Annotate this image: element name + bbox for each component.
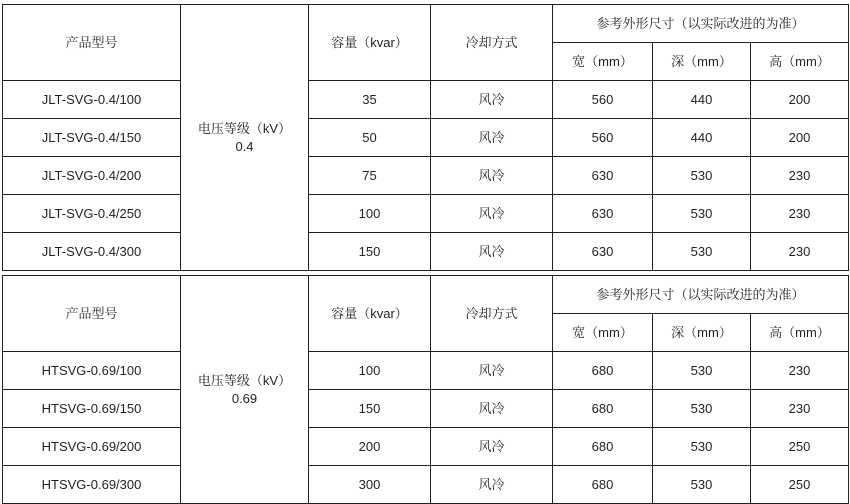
header-capacity: 容量（kvar）: [309, 5, 431, 81]
table-row: [3, 195, 849, 233]
cell-width: 630: [553, 195, 653, 233]
table-row: [3, 81, 849, 119]
voltage-level-value: 0.69: [231, 390, 258, 406]
voltage-level-label: 电压等级（kV）: [197, 372, 292, 388]
cell-capacity: 100: [309, 352, 431, 390]
cell-cooling: 风冷: [431, 195, 553, 233]
cell-width: 680: [553, 466, 653, 504]
table-header-row: [3, 276, 849, 314]
cell-capacity: 150: [309, 390, 431, 428]
header-cooling: 冷却方式: [431, 5, 553, 81]
spec-sheet: [0, 4, 850, 492]
cell-cooling: 风冷: [431, 466, 553, 504]
table-row: [3, 157, 849, 195]
voltage-level-value: 0.4: [235, 138, 254, 154]
cell-model: JLT-SVG-0.4/250: [3, 195, 181, 233]
cell-width: 560: [553, 119, 653, 157]
cell-model: JLT-SVG-0.4/100: [3, 81, 181, 119]
cell-depth: 530: [653, 390, 751, 428]
header-height: 高（mm）: [751, 314, 849, 352]
header-capacity: 容量（kvar）: [309, 276, 431, 352]
table-header-row: [3, 5, 849, 43]
cell-capacity: 35: [309, 81, 431, 119]
cell-model: HTSVG-0.69/300: [3, 466, 181, 504]
header-depth: 深（mm）: [653, 314, 751, 352]
voltage-level-label: 电压等级（kV）: [197, 120, 292, 136]
table-row: [3, 233, 849, 271]
voltage-level-cell: [181, 276, 309, 504]
header-dimensions: 参考外形尺寸（以实际改进的为准）: [553, 276, 849, 314]
header-model: 产品型号: [3, 276, 181, 352]
cell-height: 230: [751, 352, 849, 390]
cell-cooling: 风冷: [431, 119, 553, 157]
cell-cooling: 风冷: [431, 352, 553, 390]
cell-cooling: 风冷: [431, 390, 553, 428]
header-model: 产品型号: [3, 5, 181, 81]
cell-width: 680: [553, 428, 653, 466]
cell-depth: 440: [653, 81, 751, 119]
cell-capacity: 300: [309, 466, 431, 504]
cell-depth: 530: [653, 352, 751, 390]
cell-width: 680: [553, 352, 653, 390]
cell-depth: 530: [653, 157, 751, 195]
cell-height: 230: [751, 195, 849, 233]
header-width: 宽（mm）: [553, 43, 653, 81]
cell-width: 680: [553, 390, 653, 428]
cell-capacity: 100: [309, 195, 431, 233]
cell-model: HTSVG-0.69/100: [3, 352, 181, 390]
cell-width: 560: [553, 81, 653, 119]
cell-depth: 530: [653, 466, 751, 504]
cell-capacity: 50: [309, 119, 431, 157]
cell-cooling: 风冷: [431, 233, 553, 271]
cell-width: 630: [553, 233, 653, 271]
cell-model: JLT-SVG-0.4/300: [3, 233, 181, 271]
header-height: 高（mm）: [751, 43, 849, 81]
cell-depth: 440: [653, 119, 751, 157]
cell-height: 230: [751, 233, 849, 271]
cell-cooling: 风冷: [431, 428, 553, 466]
cell-height: 230: [751, 390, 849, 428]
cell-height: 250: [751, 428, 849, 466]
spec-table-jlt-svg: [2, 4, 849, 271]
cell-model: JLT-SVG-0.4/150: [3, 119, 181, 157]
cell-cooling: 风冷: [431, 81, 553, 119]
cell-model: HTSVG-0.69/150: [3, 390, 181, 428]
cell-model: JLT-SVG-0.4/200: [3, 157, 181, 195]
cell-height: 230: [751, 157, 849, 195]
cell-height: 250: [751, 466, 849, 504]
cell-depth: 530: [653, 233, 751, 271]
cell-height: 200: [751, 119, 849, 157]
spec-table-htsvg: [2, 275, 849, 504]
header-cooling: 冷却方式: [431, 276, 553, 352]
cell-capacity: 75: [309, 157, 431, 195]
cell-capacity: 200: [309, 428, 431, 466]
cell-depth: 530: [653, 195, 751, 233]
header-dimensions: 参考外形尺寸（以实际改进的为准）: [553, 5, 849, 43]
cell-height: 200: [751, 81, 849, 119]
table-row: [3, 119, 849, 157]
table-row: [3, 466, 849, 504]
voltage-level-cell: [181, 5, 309, 271]
table-row: [3, 428, 849, 466]
cell-model: HTSVG-0.69/200: [3, 428, 181, 466]
cell-depth: 530: [653, 428, 751, 466]
table-row: [3, 352, 849, 390]
header-depth: 深（mm）: [653, 43, 751, 81]
table-row: [3, 390, 849, 428]
cell-capacity: 150: [309, 233, 431, 271]
cell-width: 630: [553, 157, 653, 195]
header-width: 宽（mm）: [553, 314, 653, 352]
cell-cooling: 风冷: [431, 157, 553, 195]
